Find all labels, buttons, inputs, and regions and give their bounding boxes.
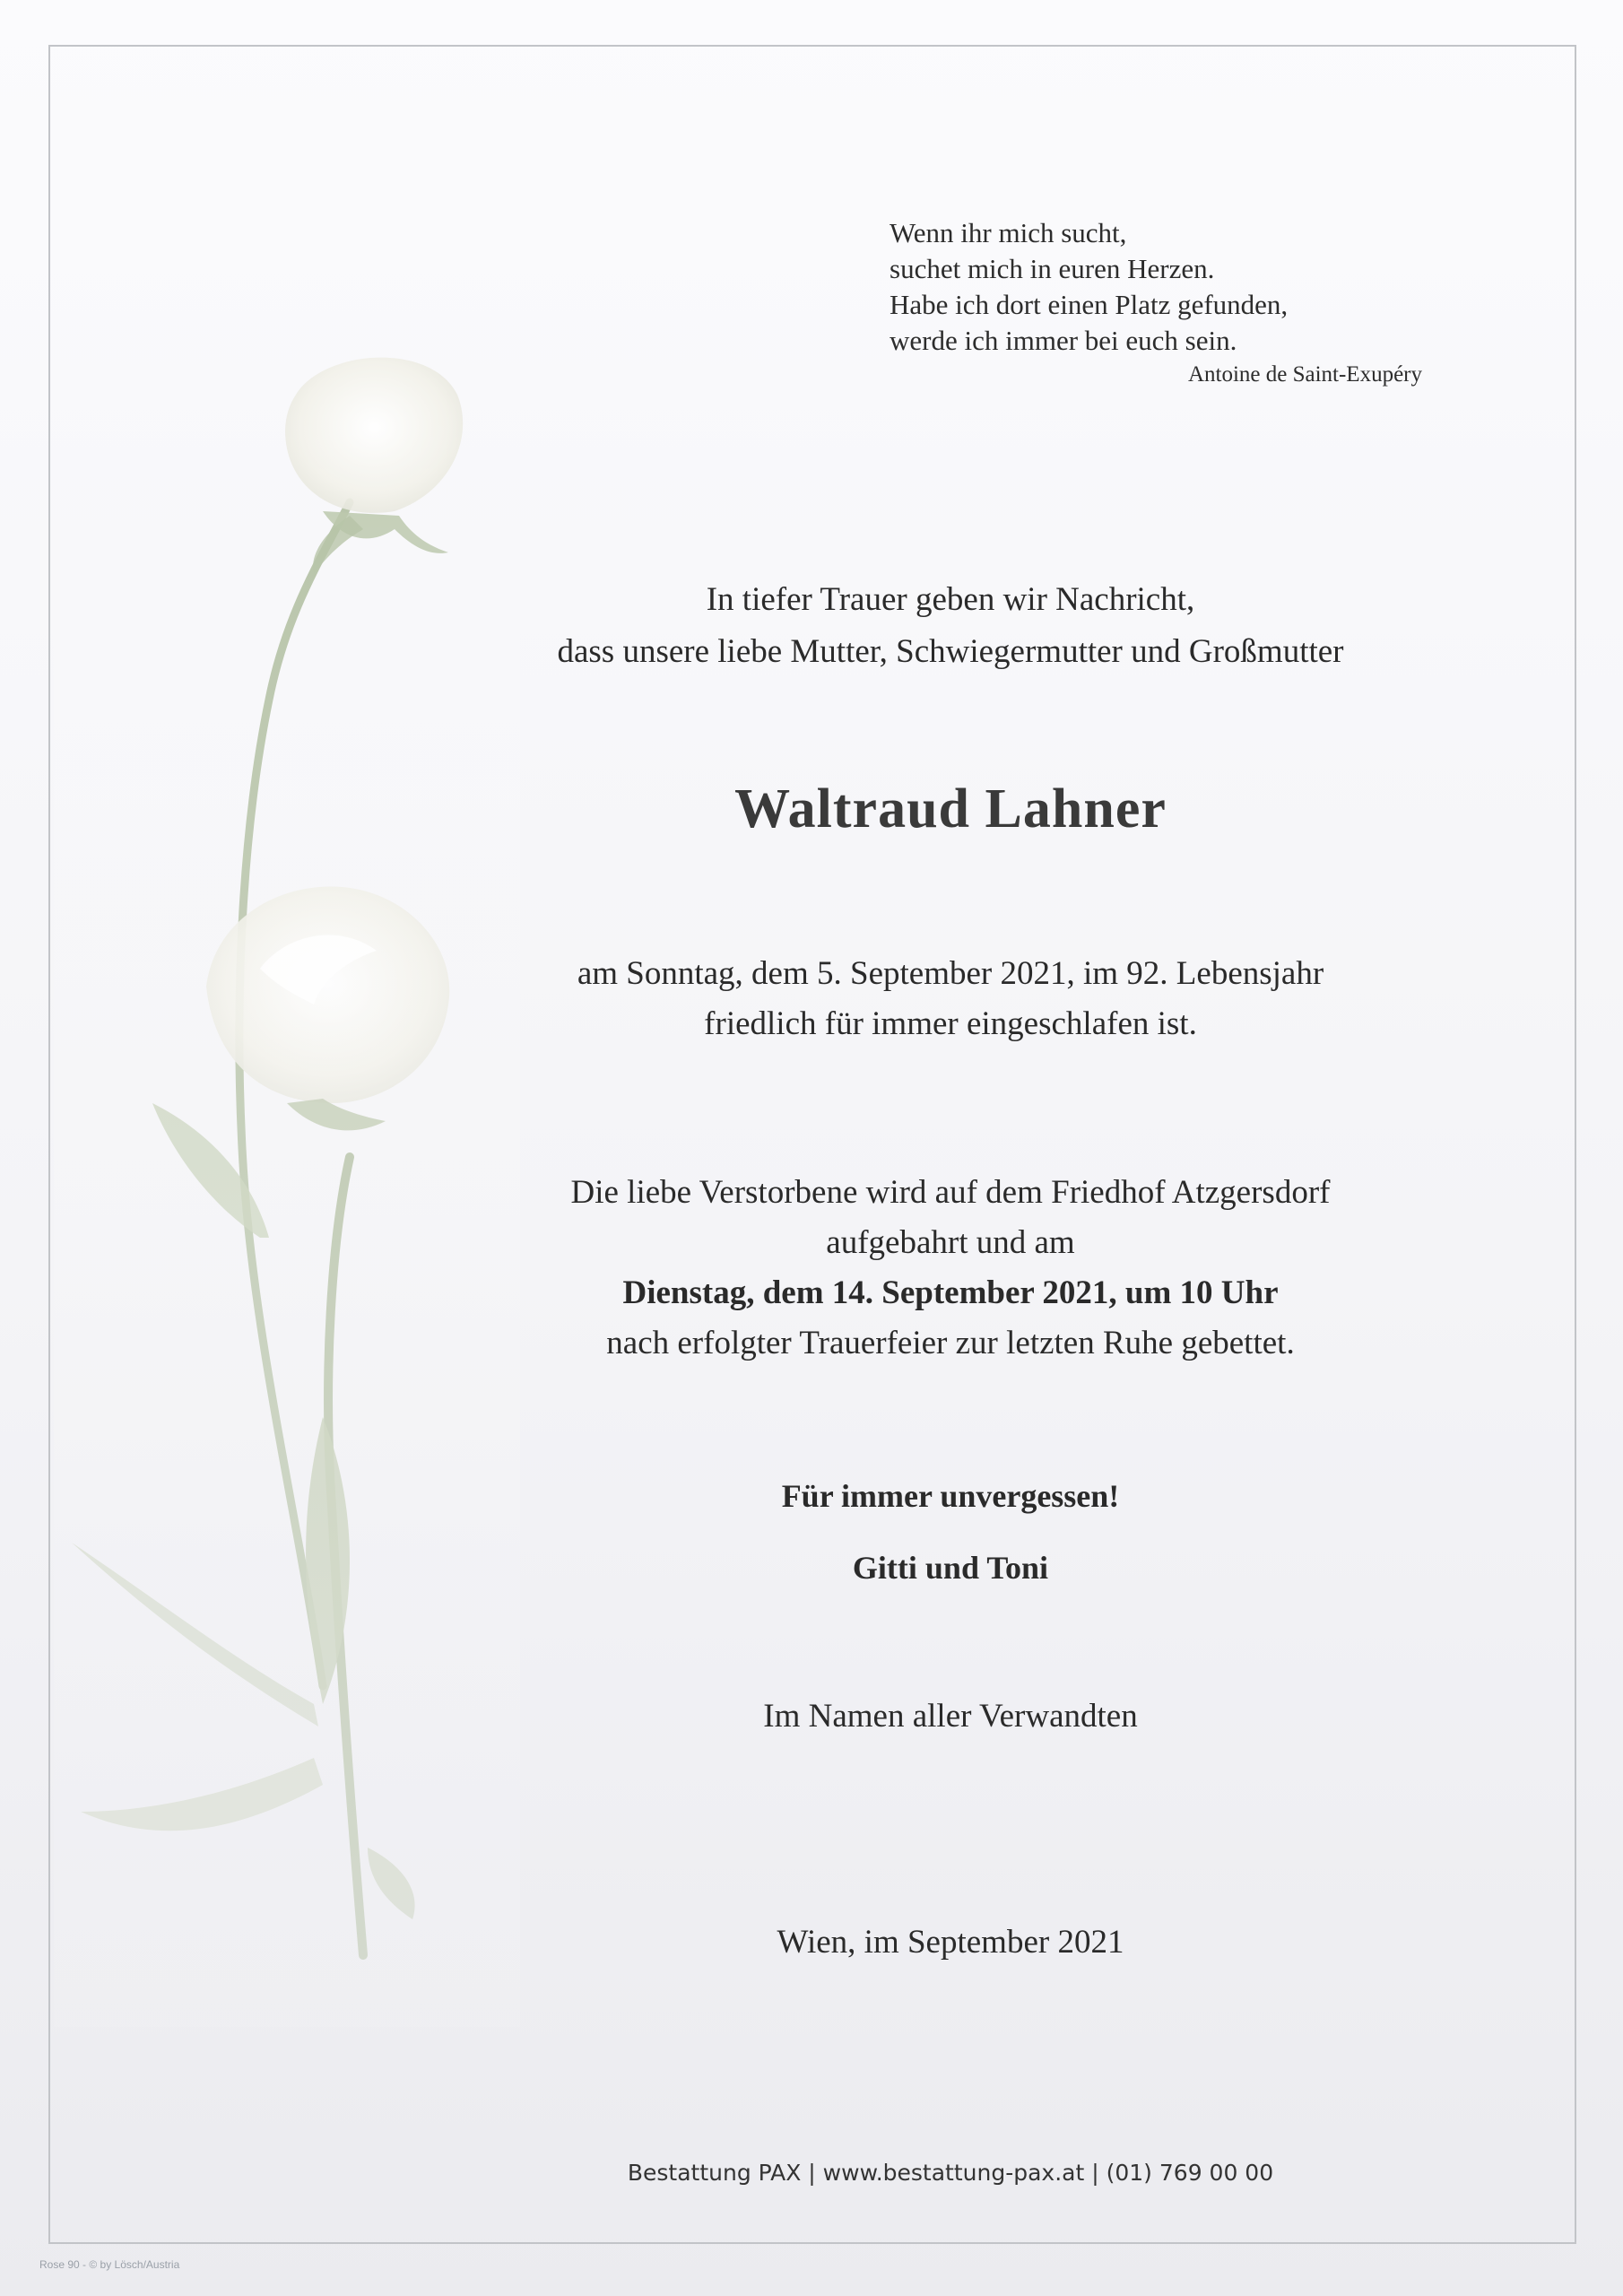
- intro-line: In tiefer Trauer geben wir Nachricht,: [706, 581, 1195, 618]
- motto-author: Antoine de Saint-Exupéry: [1187, 362, 1422, 387]
- relatives-line: Im Namen aller Verwandten: [763, 1698, 1138, 1735]
- death-line: am Sonntag, dem 5. September 2021, im 92. Lebensjahr: [577, 955, 1324, 992]
- funeral-home-footer: Bestattung PAX | www.bestattung-pax.at | (01) 769 00 00: [627, 2160, 1274, 2186]
- motto-line: Habe ich dort einen Platz gefunden,: [890, 289, 1289, 320]
- intro-line: dass unsere liebe Mutter, Schwiegermutter und Großmutter: [557, 633, 1344, 670]
- death-line: friedlich für immer eingeschlafen ist.: [704, 1005, 1197, 1042]
- unforgotten-phrase: Für immer unvergessen!: [781, 1478, 1120, 1514]
- funeral-line: Die liebe Verstorbene wird auf dem Friedhof Atzgersdorf: [570, 1174, 1331, 1211]
- death-notice: [368, 949, 1533, 1049]
- deceased-name: Waltraud Lahner: [734, 778, 1167, 839]
- motto-quote: [890, 215, 1463, 391]
- funeral-date: Dienstag, dem 14. September 2021, um 10 Uhr: [622, 1274, 1279, 1311]
- funeral-details: [368, 1168, 1533, 1369]
- motto-line: werde ich immer bei euch sein.: [890, 325, 1237, 356]
- funeral-line: aufgebahrt und am: [826, 1224, 1075, 1261]
- funeral-line: nach erfolgter Trauerfeier zur letzten Ruhe gebettet.: [606, 1325, 1295, 1361]
- motto-line: Wenn ihr mich sucht,: [890, 217, 1127, 248]
- motto-line: suchet mich in euren Herzen.: [890, 253, 1215, 284]
- signers: Gitti und Toni: [852, 1550, 1049, 1586]
- image-credit: Rose 90 - © by Lösch/Austria: [39, 2258, 180, 2271]
- place-date: Wien, im September 2021: [777, 1924, 1124, 1961]
- announcement-intro: [368, 574, 1533, 678]
